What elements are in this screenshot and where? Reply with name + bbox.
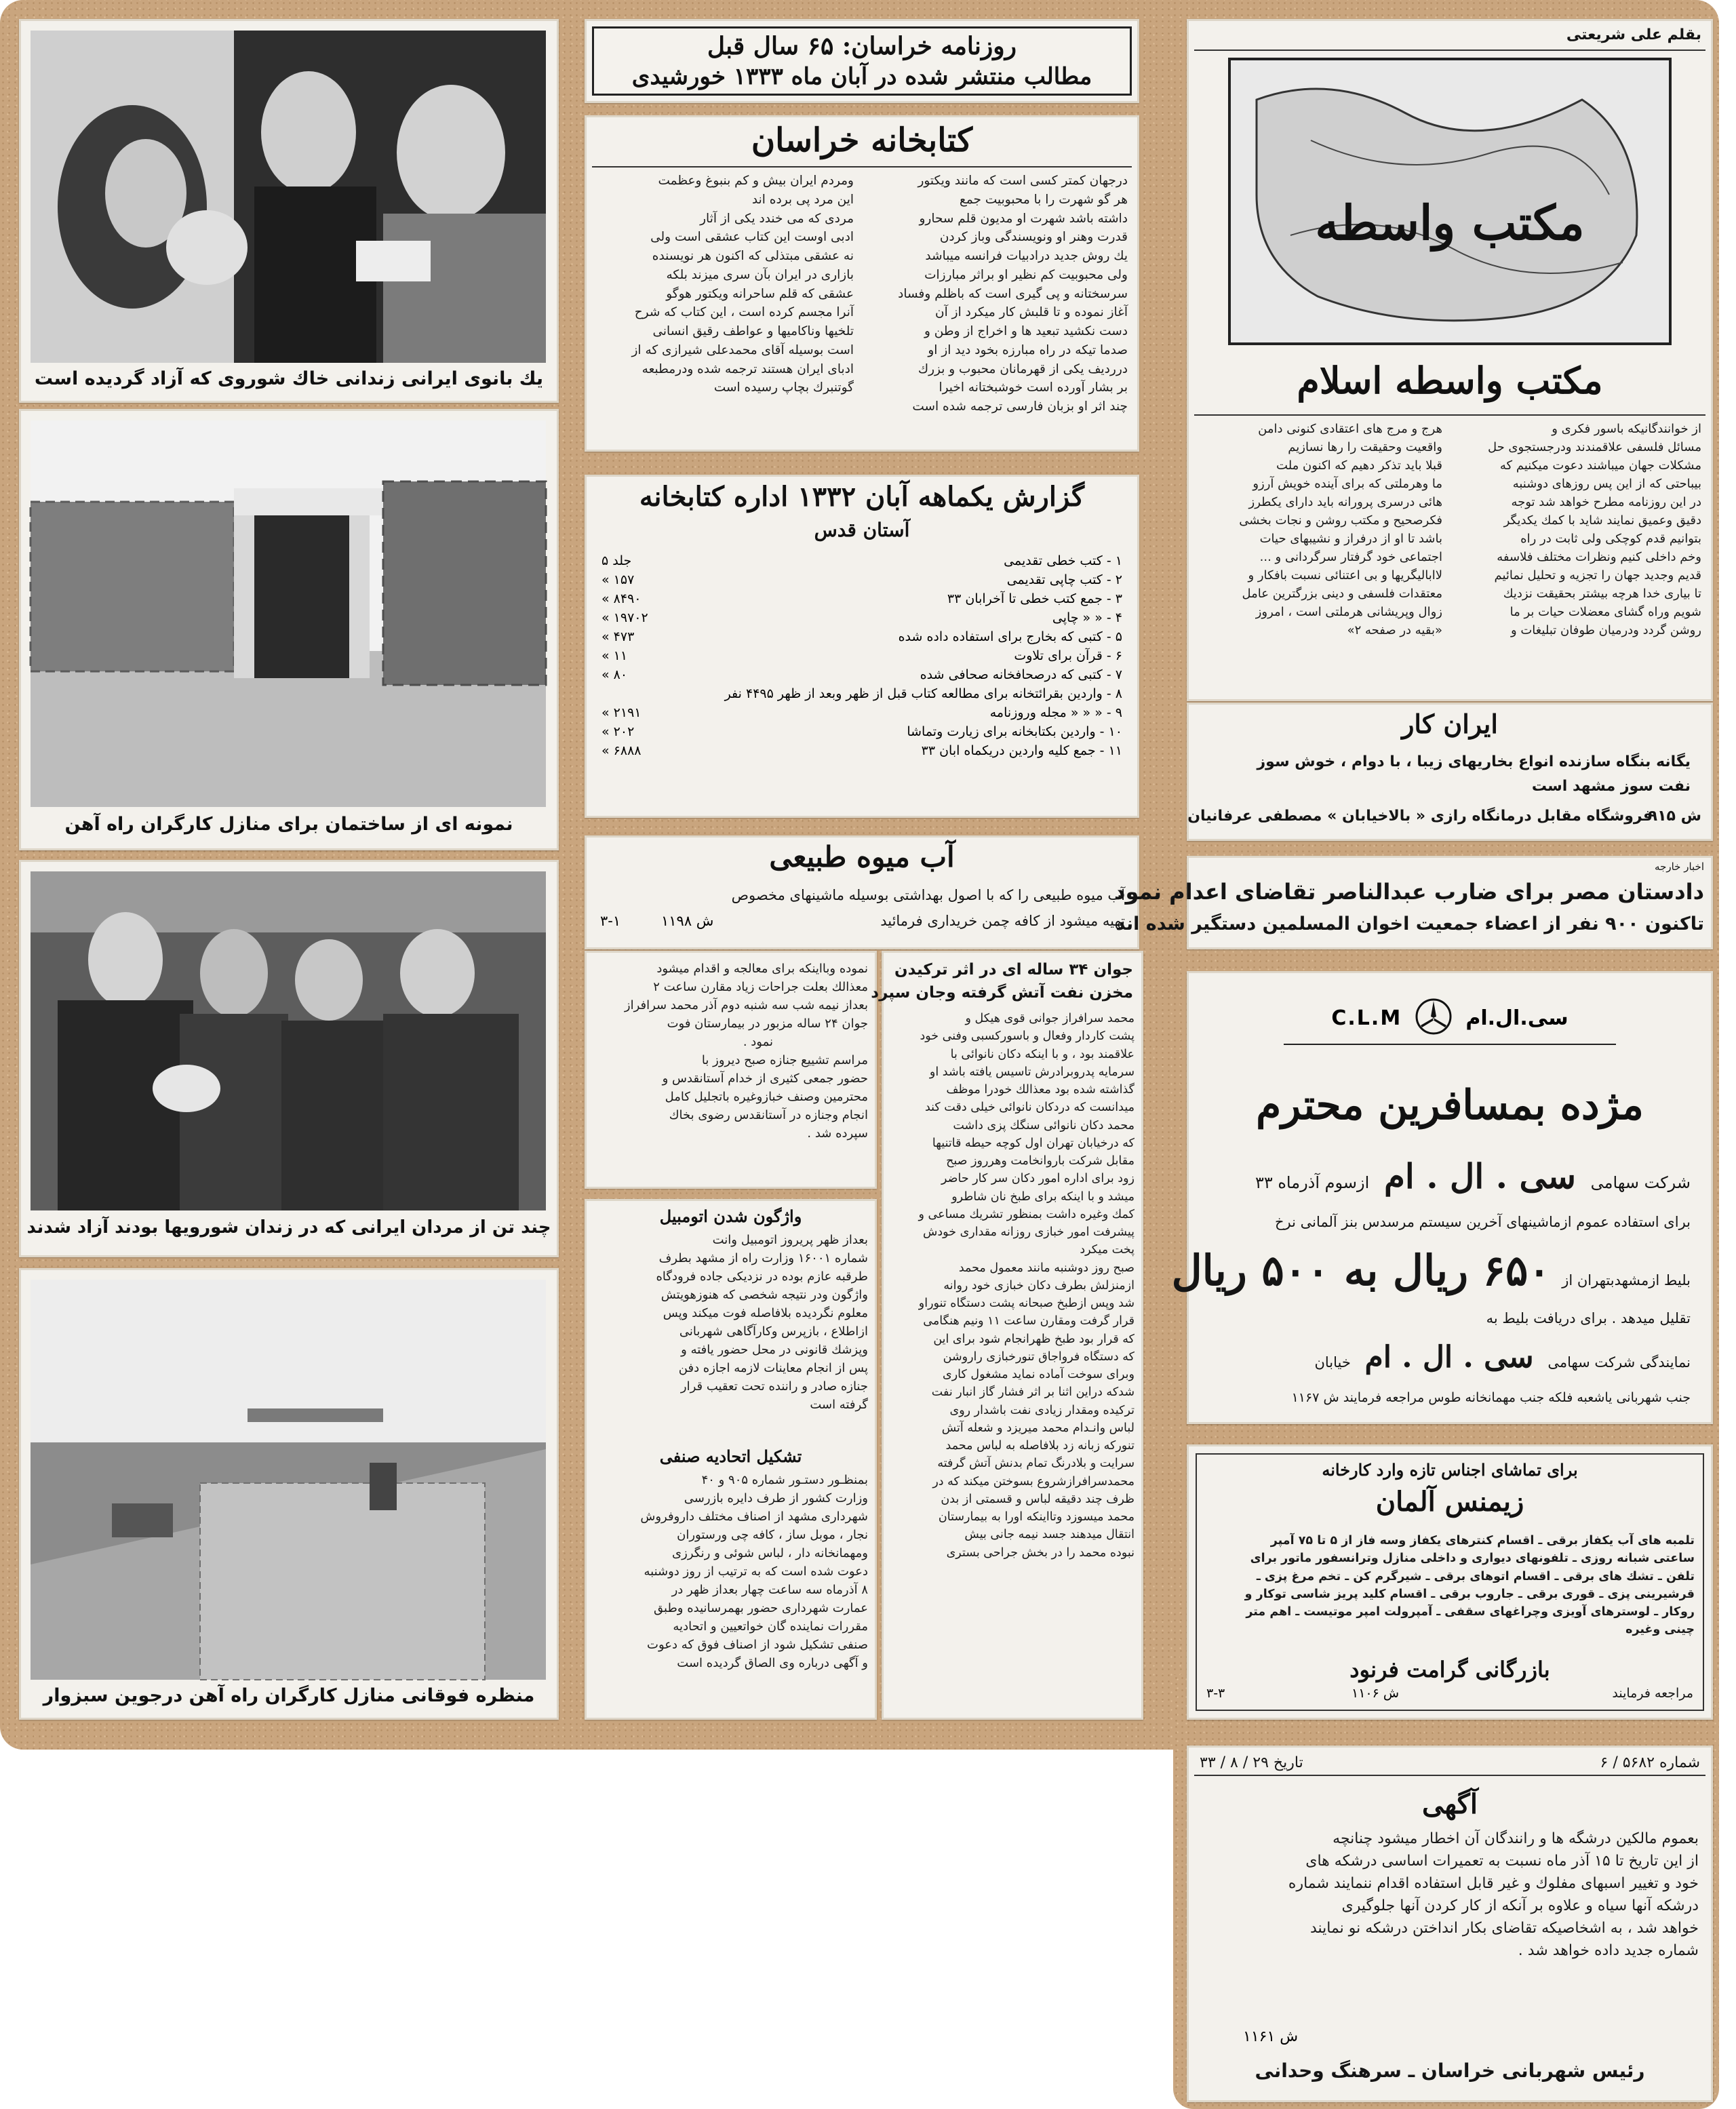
photo-clipping-4 (19, 1268, 559, 1720)
report-row: ۸ - واردین بقرائتخانه برای مطالعه كتاب قبل از ظهر وبعد از ظهر ۴۴۹۵ نفر (724, 686, 1122, 701)
foreign-news (1114, 856, 1713, 949)
union-article-title: تشكیل اتحادیه صنفی (659, 1446, 802, 1466)
report-row: ۵ - كتبی كه بخارج برای استفاده داده شده « ۴۷۳ (601, 629, 1122, 644)
siemens-products: تلمبه های آب یكفاز برقی ـ اقسام كنترهای یكفاز وسه فاز از ۵ تا ۷۵ آمپر ساعتی شبانه روزی ـ تلفونهای دیواری و داخلی منازل وترانسفور ماتور برای تلفن ـ تشك های برقی ـ اقسام اتوهای برقی ـ شیرگرم كن ـ تخم مرغ پزی ـ قرشیرینی پزی ـ قوری برقی ـ جاروب برقی ـ اقسام كلید پریز شاسی توكار و روكار ـ لوسترهای آویزی وچراغهای سقفی ـ آمپرولت امپر موتیست ـ اهم متر چینی وغیره (1244, 1534, 1695, 1637)
report-row: ۳ - جمع كتب خطی تا آخرابان ۳۳ « ۸۴۹۰ (601, 591, 1122, 606)
fruit-water-title: آب میوه طبیعی (769, 840, 955, 873)
library-report (585, 475, 1139, 818)
photo-caption-2: نمونه ای از ساختمان برای منازل كارگران راه آهن (64, 814, 513, 835)
fruit-water-line-1: آب میوه طبیعی را كه با اصول بهداشتی بوسیله ماشینهای مخصوص (731, 887, 1125, 903)
clm-star-icon (1415, 998, 1453, 1038)
siemens-ref: ش ۱۱۰۶ (1352, 1686, 1400, 1701)
siemens-line-1: برای تماشای اجناس تازه وارد كارخانه (1322, 1460, 1578, 1480)
library-report-title: گزارش یكماهه آبان ۱۳۳۲ اداره كتابخانه (639, 481, 1085, 513)
car-and-union-article (585, 1199, 877, 1720)
clm-line-3: تقلیل میدهد . برای دریافت بلیط به (1486, 1310, 1691, 1326)
siemens-title: زیمنس آلمان (1375, 1486, 1524, 1518)
clm-logo-left: C.L.M (1331, 1006, 1402, 1030)
clm-agent-line: نمایندگی شركت سهامی سی . ال . ام خیابان (1314, 1340, 1691, 1375)
fruit-water-ad (585, 835, 1139, 949)
iran-kar-ad (1187, 703, 1713, 841)
banner-line-1: روزنامه خراسان: ۶۵ سال قبل (707, 32, 1017, 60)
clm-logo-right: سی.ال.ام (1465, 1006, 1569, 1030)
shariati-article-title: مكتب واسطه اسلام (1297, 359, 1603, 402)
report-row: ۱۰ - واردین بكتابخانه برای زیارت وتماشا « ۲۰۲ (601, 724, 1122, 739)
foreign-news-label: اخبار خارجه (1655, 861, 1704, 873)
fruit-water-line-2: تهیه میشود از كافه چمن خریداری فرمائید (880, 913, 1125, 929)
shariati-map-title: مكتب واسطه (1315, 195, 1585, 251)
foreign-news-headline: دادستان مصر برای ضارب عبدالناصر تقاضای اعدام نمود (1114, 879, 1704, 905)
shariati-left-column: هرج و مرج های اعتقادی كنونی دامن واقعیت وحقیقت را رها نسازیم قبلا باید تذكر دهیم كه اكنون ملت ما وهرملتی كه برای آینده خویش آرزو هائی درسری پرورانه باید دارای یكطرز فكرصحیح و مكتب روشن و نجات بخشی باشد تا او از درفراز و نشیبهای حیات اجتماعی خود گرفتار سرگردانی و ... لاابالیگریها و بی اعتنائی نسبت بافكار و معتقدات فلسفی و دینی بزرگترین عامل زوال وپریشانی هرملتی است ، امروز «بقیه در صفحه ۲» (1239, 422, 1442, 637)
notice-signature: رئیس شهربانی خراسان ـ سرهنگ وحدانی (1255, 2059, 1645, 2082)
report-row: ۷ - كتبی كه درصحافخانه صحافی شده « ۸۰ (601, 667, 1122, 682)
siemens-ad (1187, 1444, 1713, 1720)
foreign-news-subline: تاكنون ۹۰۰ نفر از اعضاء جمعیت اخوان المسلمین دستگیر شده اند (1116, 913, 1704, 934)
notice-title: آگهی (1422, 1788, 1478, 1820)
clm-logo (1189, 998, 1711, 1038)
report-row: ۶ - قرآن برای تلاوت « ۱۱ (601, 648, 1122, 663)
shariati-byline: بقلم علی شریعتی (1566, 26, 1701, 43)
report-row: ۲ - كتب چاپی تقدیمی « ۱۵۷ (601, 572, 1122, 587)
union-article-body: بمنظـور دستـور شماره ۹۰۵ و ۴۰ وزارت كشور از طرف دایره بازرسی شهرداری مشهد از اصناف مختلف داروفروش نجار ، موبل ساز ، كافه چی ورستوران ومهمانخانه دار ، لباس شوئی و رنگرزی دعوت شده است كه به ترتیب از روز دوشنبه ۸ آذرماه سه ساعت چهار بعداز ظهر در عمارت شهرداری حضور بهمرسانیده وطبق مقررات نماینده گان خواتعیین و اتحادیه صنفی تشكیل شود از اصناف فوق كه دعوت و آگهی درباره وی الصاق گردیده است (640, 1473, 868, 1670)
clm-footer: جنب شهربانی یاشعبه فلكه جنب مهمانخانه طوس مراجعه فرمایند ش ۱۱۶۷ (1291, 1390, 1691, 1405)
clm-line-1: برای استفاده عموم ازماشینهای آخرین سیستم مرسدس بنز آلمانی نرخ (1274, 1214, 1691, 1230)
report-row: ۱۱ - جمع كلیه واردین دریكماه ابان ۳۳ « ۶۸۸۸ (601, 743, 1122, 758)
photo-caption-3: چند تن از مردان ایرانی كه در زندان شورویها بودند آزاد شدند (26, 1217, 551, 1238)
fruit-water-ref-2: ۳-۱ (600, 913, 621, 929)
clm-bus-ad (1171, 971, 1713, 1424)
car-article-body: بعداز ظهر پریروز اتومبیل وانت شماره ۱۶۰۰۱ وزارت راه از مشهد بطرف طرقبه عازم بوده در نزدیكی جاده فرودگاه واژگون ودر نتیجه شخصی كه هنوزهویتش معلوم نگردیده بلافاصله فوت میكند وپس ازاطلاع ، بازپرس وكارآگاهی شهربانی وپزشك قانونی در محل حضور یافته و پس از انجام معاینات لازمه اجازه دفن جنازه صادر و راننده تحت تعقیب قرار گرفته است (656, 1233, 868, 1412)
clm-ad-title: مژده بمسافرین محترم (1256, 1082, 1644, 1129)
clm-company-line: شركت سهامی سی . ال . ام ازسوم آذرماه ۳۳ (1255, 1156, 1691, 1196)
notice-ref: ش ۱۱۶۱ (1243, 2028, 1299, 2045)
police-notice (1187, 1746, 1713, 2102)
clm-line-2: بلیط ازمشهدبتهران از ۶۵۰ ریال به ۵۰۰ ریال (1171, 1246, 1691, 1295)
fire-article (871, 951, 1143, 1720)
banner-line-2: مطالب منتشر شده در آبان ماه ۱۳۳۳ خورشیدی (631, 63, 1092, 90)
photo-caption-4: منظره فوقانی منازل كارگران راه آهن درجوین سبزوار (43, 1685, 535, 1706)
library-article-left-column: ومردم ایران بیش و كم بنبوغ وعظمت این مرد پی برده اند مردی كه می خندد یكی از آثار ادبی اوست این كتاب عشقی است ولی نه عشقی مبتذلی كه اكنون هر نویسنده بازاری در ایران بآن سری میزند بلكه عشقی كه قلم ساحرانه ویكتور هوگو آنرا مجسم كرده است ، این كتاب كه شرح تلخیها وناكامیها و عواطف رقیق انسانی است بوسیله آقای محمدعلی شیرازی كه از ادبای ایران هستند ترجمه شده ودرمطبعه گوتنبرك بچاپ رسیده است (631, 174, 854, 395)
photo-family-portrait (31, 31, 546, 363)
photo-clipping-1 (19, 19, 559, 403)
notice-number: شماره ۵۶۸۲ / ۶ (1600, 1754, 1700, 1771)
iran-kar-line-2: نفت سوز مشهد است (1531, 778, 1691, 795)
library-article-title: كتابخانه خراسان (751, 121, 973, 159)
iran-kar-line-3: فروشگاه مقابل درمانگاه رازی « بالاخیابان » مصطفی عرفانیان (1187, 808, 1653, 825)
notice-date: تاریخ ۲۹ / ۸ / ۳۳ (1200, 1754, 1303, 1771)
fire-article-title-2: مخزن نفت آتش گرفته وجان سپرد (871, 984, 1133, 1002)
report-row: ۴ - « « چاپی « ۱۹۷۰۲ (601, 610, 1122, 625)
car-article-title: واژگون شدن اتومبیل (659, 1206, 802, 1226)
library-article-right-column: درجهان كمتر كسی است كه مانند ویكتور هر گو شهرت را با محبوبیت جمع داشته باشد شهرت او مدیون قلم سحارو قدرت وهنر او ونویسندگی وباز كردن یك روش جدید درادبیات فرانسه میباشد ولی محبوبیت كم نظیر او براثر مبارزات سرسختانه و پی گیری است كه باظلم وفساد آغاز نموده و تا قلبش كار میكرد از آن دست نكشید تبعید ها و اخراج از وطن و صدما تیكه در راه مبارزه بخود دید از او درردیف یكی از قهرمانان محبوب و بزرك بر بشار آورده است خوشبختانه اخیرا چند اثر او بزبان فارسی ترجمه شده است (898, 174, 1128, 414)
fruit-water-ref: ش ۱۱۹۸ (661, 913, 714, 929)
report-row: ۹ - « « « مجله وروزنامه « ۲۱۹۱ (601, 705, 1122, 720)
siemens-ref-2: ۳-۳ (1206, 1686, 1225, 1701)
funeral-article: نموده وبااینكه برای معالجه و اقدام میشود معذالك بعلت جراحات زیاد مقارن ساعت ۲ بعداز نیمه شب سه شنبه دوم آذر محمد سرافراز جوان ۲۴ ساله مزبور در بیمارستان فوت نمود . مراسم تشییع جنازه صبح دیروز با حضور جمعی كثیری از خدام آستانقدس و محترمین وصنف خبازوغیره باتجلیل كامل انجام وجنازه در آستانقدس رضوی بخاك سپرده شد . (585, 951, 877, 1189)
siemens-store: بازرگانی گرامت فرنود (1349, 1657, 1550, 1682)
shariati-article (1187, 19, 1713, 701)
banner-clipping (585, 19, 1139, 103)
fire-article-title-1: جوان ۳۴ ساله ای در اثر تركیدن (894, 961, 1133, 979)
photo-clipping-2 (19, 409, 559, 850)
report-row: ۱ - كتب خطی تقدیمی ۵ جلد (601, 553, 1122, 568)
library-report-subtitle: آستان قدس (814, 519, 910, 541)
iran-kar-ref: ش ۹۱۵ (1648, 808, 1701, 825)
siemens-cta: مراجعه فرمایند (1612, 1686, 1693, 1701)
fire-article-body: محمد سرافراز جوانی قوی هیكل و پشت كاردار وفعال و باسوركسبی وفنی خود علاقمند بود ، و با اینكه دكان نانوائی با سرمایه پدروبرادرش تاسیس یافته باشد او گذاشته شده بود معذالك خودرا موظف میدانست كه دردكان نانوائی خیلی دقت كند محمد دكان نانوائی سنگك پزی داشت كه درخیابان تهران اول كوچه حیطه قاتنیها مقابل شركت باروانخامت وهرروز صبح زود برای اداره امور دكان سر كار حاضر میشد و با اینكه برای طبخ نان شاطرو كمك وغیره داشت بمنظور تشریك مساعی و پیشرفت امور خبازی روزانه مقداری خودش پخت میكرد صبح روز دوشنبه مانند معمول محمد ازمنزلش بطرف دكان خبازی خود روانه شد وپس ازطبخ صبحانه پشت دستگاه تنوراو قرار گرفت ومقارن ساعت ۱۱ ونیم هنگامی كه قرار بود طبخ ظهرانجام شود برای این كه دستگاه فرواجاق تنورخبازی راروشن وبرای سوخت آماده نماید مشغول كاری شدكه دراین اثنا بر اثر فشار گاز انبار نفت تركیده ومقدار زیادی نفت باشدار روی لباس وانـدام محمد میریزد و شعله آتش تنوركه زبانه زد بلافاصله به لباس محمد سرایت و بلادرنگ تمام بدنش آتش گرفته محمدسرافرازشروع بسوختن میكند كه در ظرف چند دقیقه لباس و قسمتی از بدن محمد میسوزد وتااینكه اورا به بیمارستان انتقال میدهند جسد نیمه جانی بیش نبوده محمد را در بخش جراحی بستری (918, 1012, 1135, 1560)
photo-clipping-3 (19, 860, 559, 1257)
photo-rooftop-view (31, 1280, 546, 1680)
photo-caption-1: یك بانوی ایرانی زندانی خاك شوروی كه آزاد گردیده است (34, 368, 544, 389)
library-article (585, 115, 1139, 452)
notice-body: بعموم مالكین درشگه ها و رانندگان آن اخطار میشود چنانچه از این تاریخ تا ۱۵ آذر ماه نسبت به تعمیرات اساسی درشكه های خود و تغییر اسبهای مفلوك و غیر قابل استفاده اقدام ننمایند شماره درشكه آنها سیاه و علاوه بر آنكه از كار كردن آنها جلوگیری خواهد شد ، به اشخاصیكه تقاضای بكار انداختن درشكه نو نمایند شماره جدید داده خواهد شد . (1288, 1830, 1699, 1959)
photo-released-men (31, 871, 546, 1210)
photo-building (31, 420, 546, 807)
iran-kar-line-1: یگانه بنگاه سازنده انواع بخاریهای زیبا ، با دوام ، خوش سوز (1257, 753, 1691, 770)
shariati-right-column: از خوانندگانیكه باسور فكری و مسائل فلسفی علاقمندند ودرجستجوی حل مشكلات جهان میباشند دعوت میكنیم كه بیباحتی كه از این پس روزهای دوشنبه در این روزنامه مطرح خواهد شد توجه دقیق وعمیق نمایند شاید با كمك یكدیگر بتوانیم قدم كوچكی ولی ثابت در راه وخم داخلی كنیم ونظرات مختلف فلاسفه قدیم وجدید جهان را تجزیه و تحلیل نمائیم تا بیاری خدا هرچه بیشتر بحقیقت نزدیك شویم وراه گشای معضلات حیات بر ما روشن گردد ودرمیان طوفان تبلیغات و (1487, 422, 1701, 637)
clm-price: ۶۵۰ ریال به ۵۰۰ ریال (1171, 1246, 1551, 1295)
shariati-map-illustration (1229, 59, 1670, 344)
library-report-table (601, 551, 1122, 760)
iran-kar-title: ایران كار (1402, 709, 1498, 739)
